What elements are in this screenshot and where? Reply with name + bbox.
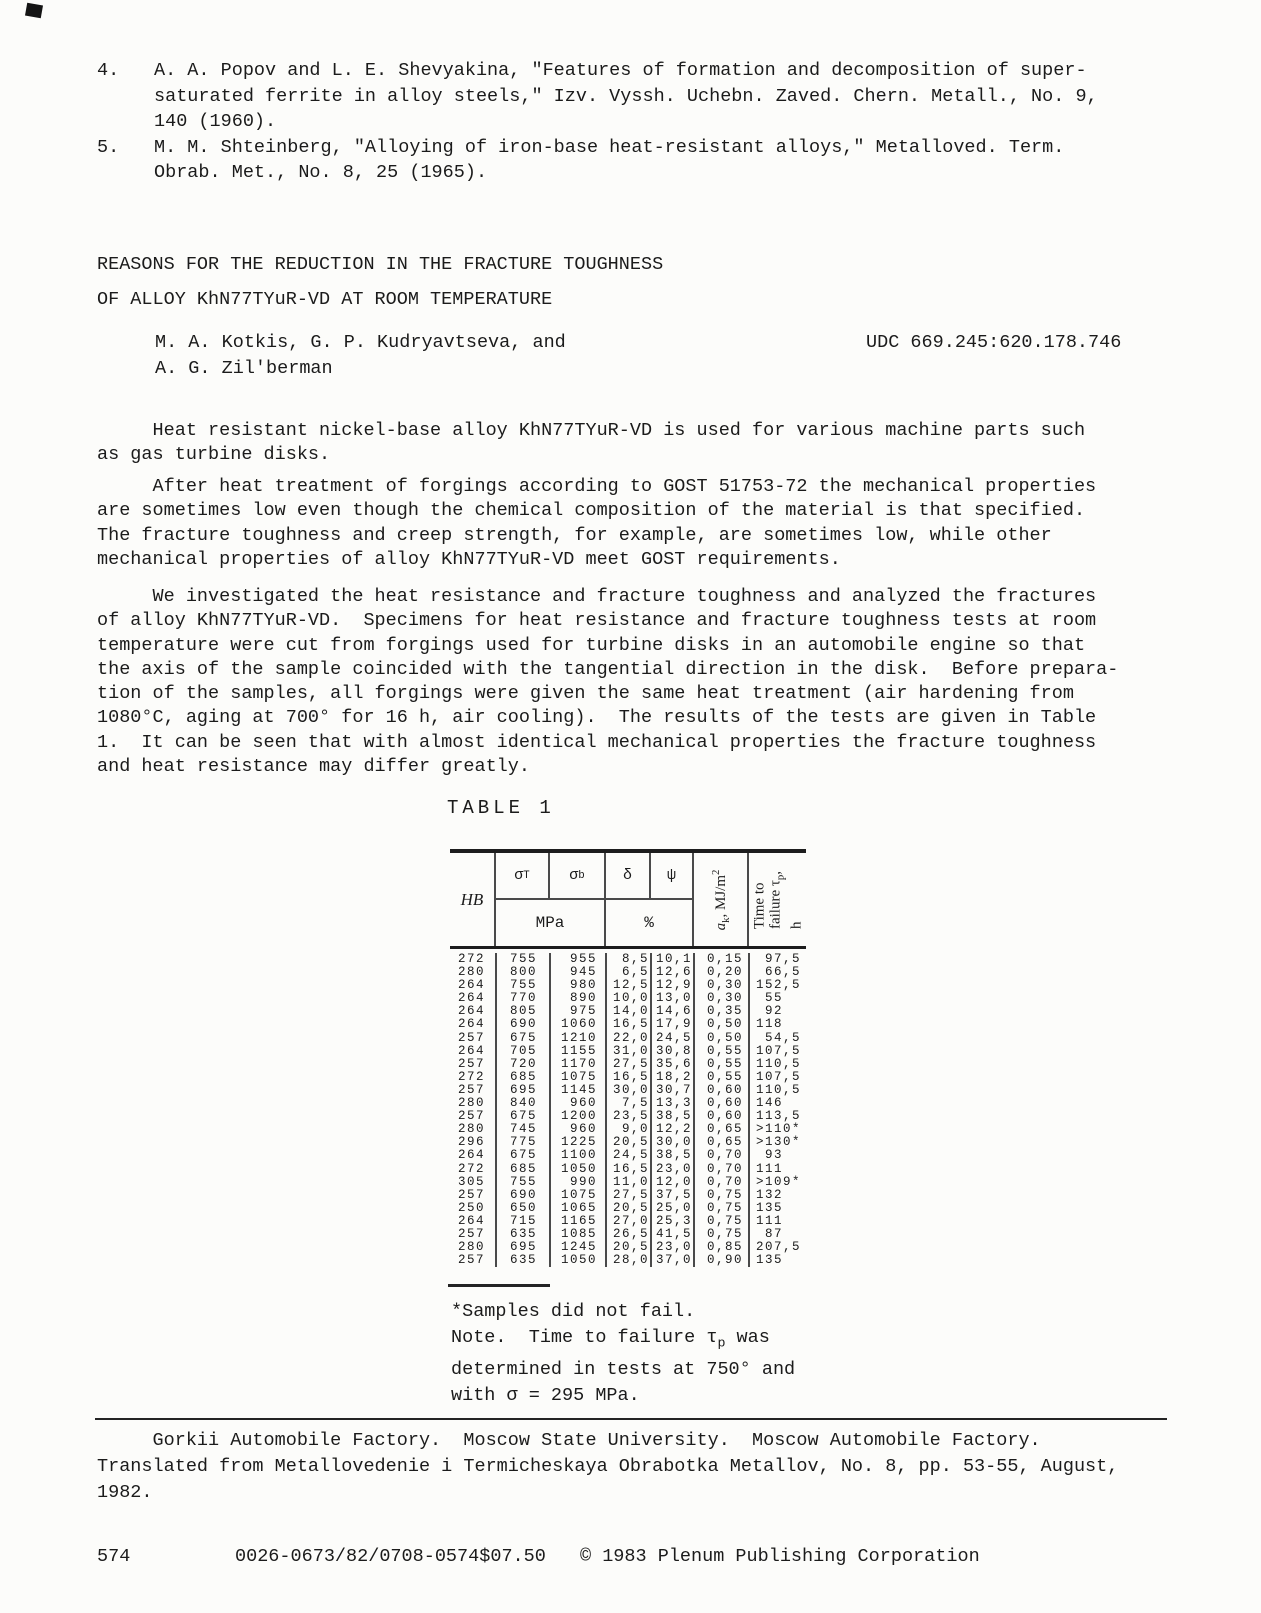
table-cell: 257 <box>458 1253 486 1268</box>
table-cell: 280 <box>458 1096 486 1111</box>
table-cell: 0,70 <box>694 1163 749 1176</box>
table-cell: 23,0 <box>651 1241 694 1254</box>
table-cell: 107,5 <box>749 1045 806 1058</box>
table-cell: 695 <box>496 1241 550 1254</box>
table-cell: 257 <box>458 1109 486 1124</box>
table-cell: 10,1 <box>651 953 694 966</box>
table-cell: 1100 <box>550 1149 606 1162</box>
footnote-line: *Samples did not fail. <box>451 1301 696 1322</box>
column-header-sigma-t: σ T <box>496 853 550 898</box>
table-cell: 27,5 <box>606 1189 651 1202</box>
reference-number: 5. <box>97 136 120 158</box>
table-cell: 38,5 <box>651 1149 694 1162</box>
column-header-psi: ψ <box>666 867 676 884</box>
table-cell: 945 <box>550 966 606 979</box>
table-row <box>450 1215 806 1228</box>
table-cell: 107,5 <box>749 1071 806 1084</box>
text-line: 1982. <box>97 1482 153 1503</box>
table-cell: 770 <box>496 992 550 1005</box>
column-header-hb: HB <box>450 853 496 946</box>
table-cell: 20,5 <box>606 1136 651 1149</box>
table-cell: 745 <box>496 1123 550 1136</box>
table-row <box>450 1149 806 1162</box>
table-cell: 257 <box>458 1226 486 1241</box>
table-cell: 690 <box>496 1018 550 1031</box>
reference-item-4 <box>97 58 1172 135</box>
table-cell: >130* <box>749 1136 806 1149</box>
table-cell: 0,75 <box>694 1215 749 1228</box>
text-line: and heat resistance may differ greatly. <box>97 756 530 778</box>
table-cell: 1065 <box>550 1202 606 1215</box>
table-cell: 675 <box>496 1149 550 1162</box>
paragraph-3 <box>97 585 1177 779</box>
text-line: A. G. Zil'berman <box>155 357 333 379</box>
table-cell: 980 <box>550 979 606 992</box>
text-line: saturated ferrite in alloy steels," Izv. Vyssh. Uchebn. Zaved. Chern. Metall., No. 9, <box>154 85 1098 107</box>
table-cell: 635 <box>496 1228 550 1241</box>
table-cell: 37,0 <box>651 1254 694 1267</box>
table-cell: 30,0 <box>606 1084 651 1097</box>
table-row <box>450 1071 806 1084</box>
table-cell: 675 <box>496 1032 550 1045</box>
table-cell: 135 <box>749 1254 806 1267</box>
paragraph-1 <box>97 419 1177 468</box>
table-cell: 18,2 <box>651 1071 694 1084</box>
text-line: A. A. Popov and L. E. Shevyakina, "Features of formation and decomposition of super- <box>154 60 1087 81</box>
table-cell: 12,2 <box>651 1123 694 1136</box>
table-cell: 0,50 <box>694 1032 749 1045</box>
table-cell: 955 <box>550 953 606 966</box>
table-cell: 840 <box>496 1097 550 1110</box>
table-cell: 720 <box>496 1058 550 1071</box>
table-cell: 755 <box>496 953 550 966</box>
table-cell: 0,90 <box>694 1254 749 1267</box>
footnote-line: with σ = 295 MPa. <box>451 1384 640 1406</box>
text-line: Obrab. Met., No. 8, 25 (1965). <box>154 162 488 183</box>
text-line: Heat resistant nickel-base alloy KhN77TYuR-VD is used for various machine parts such <box>97 420 1086 441</box>
table-cell: 890 <box>550 992 606 1005</box>
table-cell: 12,0 <box>651 1176 694 1189</box>
copyright-notice: © 1983 Plenum Publishing Corporation <box>580 1546 980 1567</box>
table-cell: 1200 <box>550 1110 606 1123</box>
text-line: REASONS FOR THE REDUCTION IN THE FRACTURE TOUGHNESS <box>97 254 664 275</box>
table-cell: 20,5 <box>606 1202 651 1215</box>
table-cell: 1145 <box>550 1084 606 1097</box>
table-cell: 111 <box>749 1163 806 1176</box>
table-cell: 30,8 <box>651 1045 694 1058</box>
text-line: as gas turbine disks. <box>97 444 331 466</box>
table-cell: 264 <box>458 1017 486 1032</box>
table-cell: 264 <box>458 1148 486 1163</box>
affiliation-rule <box>95 1418 1167 1420</box>
table-cell: 97,5 <box>749 953 806 966</box>
text-line: Translated from Metallovedenie i Termicheskaya Obrabotka Metallov, No. 8, pp. 53-55, August, <box>97 1456 1119 1477</box>
table-cell: 35,6 <box>651 1058 694 1071</box>
table-cell: 0,70 <box>694 1176 749 1189</box>
table-cell: 1085 <box>550 1228 606 1241</box>
table-cell: 26,5 <box>606 1228 651 1241</box>
table-cell: 257 <box>458 1030 486 1045</box>
text-line: mechanical properties of alloy KhN77TYuR-VD meet GOST requirements. <box>97 548 841 570</box>
table-cell: 87 <box>749 1228 806 1241</box>
column-header-time-to-failure: Time to failure $\tau_p$, h <box>751 870 804 929</box>
table-cell: 280 <box>458 965 486 980</box>
table-cell: 695 <box>496 1084 550 1097</box>
table-cell: 264 <box>458 1213 486 1228</box>
table-cell: 755 <box>496 979 550 992</box>
table-cell: 14,0 <box>606 1005 651 1018</box>
table-row <box>450 1032 806 1045</box>
table-cell: 111 <box>749 1215 806 1228</box>
page-number: 574 <box>97 1546 131 1567</box>
table-cell: 1225 <box>550 1136 606 1149</box>
table-cell: 257 <box>458 1056 486 1071</box>
table-cell: 264 <box>458 991 486 1006</box>
table-cell: 12,9 <box>651 979 694 992</box>
table-cell: >109* <box>749 1176 806 1189</box>
table-cell: 690 <box>496 1189 550 1202</box>
table-cell: 152,5 <box>749 979 806 992</box>
text-line: The fracture toughness and creep strength, for example, are sometimes low, while other <box>97 524 1052 546</box>
table-cell: 0,65 <box>694 1136 749 1149</box>
table-cell: 1245 <box>550 1241 606 1254</box>
table-row <box>450 1176 806 1189</box>
column-header-impact-toughness: $a_k$, $MJ/m^2$ <box>694 853 749 946</box>
article-title <box>97 247 663 317</box>
table-cell: 1210 <box>550 1032 606 1045</box>
table-cell: 16,5 <box>606 1163 651 1176</box>
table-cell: 10,0 <box>606 992 651 1005</box>
table-cell: 1170 <box>550 1058 606 1071</box>
table-cell: 0,75 <box>694 1189 749 1202</box>
affiliation-note <box>97 1428 1177 1506</box>
table-row <box>450 1045 806 1058</box>
table-cell: 0,65 <box>694 1123 749 1136</box>
scan-artifact <box>25 3 43 19</box>
table-cell: 0,85 <box>694 1241 749 1254</box>
reference-text <box>154 58 1098 135</box>
table-cell: 23,0 <box>651 1163 694 1176</box>
table-cell: 280 <box>458 1122 486 1137</box>
table-cell: 11,0 <box>606 1176 651 1189</box>
table-cell: 66,5 <box>749 966 806 979</box>
table-cell: 22,0 <box>606 1032 651 1045</box>
author-names <box>155 330 566 381</box>
table-row <box>450 1254 806 1267</box>
table-row <box>450 1058 806 1071</box>
table-cell: 24,5 <box>651 1032 694 1045</box>
text-line: 1. It can be seen that with almost identical mechanical properties the fracture toughness <box>97 731 1097 753</box>
table-cell: 705 <box>496 1045 550 1058</box>
reference-text <box>154 135 1064 186</box>
text-line: temperature were cut from forgings used for turbine disks in an automobile engine so that <box>97 634 1086 656</box>
table-row <box>450 1189 806 1202</box>
table-cell: 110,5 <box>749 1084 806 1097</box>
table-cell: 23,5 <box>606 1110 651 1123</box>
table-cell: 146 <box>749 1097 806 1110</box>
table-cell: 685 <box>496 1163 550 1176</box>
table-cell: 1075 <box>550 1071 606 1084</box>
footnote-line: determined in tests at 750° and <box>451 1358 796 1380</box>
table-cell: 264 <box>458 978 486 993</box>
table-cell: 16,5 <box>606 1018 651 1031</box>
table-body <box>450 953 806 1267</box>
table-cell: 272 <box>458 1069 486 1084</box>
column-header-sigma-b: σ b <box>569 867 585 884</box>
table-cell: 7,5 <box>606 1097 651 1110</box>
footnote-line: Note. Time to failure $\tau_p$ was <box>451 1327 770 1351</box>
table-row <box>450 1202 806 1215</box>
table-cell: 296 <box>458 1135 486 1150</box>
table-footnote <box>451 1299 795 1409</box>
table-cell: 0,55 <box>694 1071 749 1084</box>
data-table <box>450 849 806 1267</box>
table-header <box>450 849 806 949</box>
table-cell: 24,5 <box>606 1149 651 1162</box>
table-cell: 55 <box>749 992 806 1005</box>
text-line: M. M. Shteinberg, "Alloying of iron-base heat-resistant alloys," Metalloved. Term. <box>154 136 1065 158</box>
table-cell: 8,5 <box>606 953 651 966</box>
table-cell: 0,55 <box>694 1058 749 1071</box>
table-cell: 14,6 <box>651 1005 694 1018</box>
table-cell: 110,5 <box>749 1058 806 1071</box>
table-cell: 257 <box>458 1187 486 1202</box>
table-cell: 1165 <box>550 1215 606 1228</box>
table-cell: 0,70 <box>694 1149 749 1162</box>
text-line: M. A. Kotkis, G. P. Kudryavtseva, and <box>155 332 566 353</box>
table-cell: 960 <box>550 1097 606 1110</box>
table-cell: 250 <box>458 1200 486 1215</box>
table-cell: 755 <box>496 1176 550 1189</box>
table-cell: 800 <box>496 966 550 979</box>
table-cell: 9,0 <box>606 1123 651 1136</box>
table-cell: 0,60 <box>694 1110 749 1123</box>
table-cell: 0,35 <box>694 1005 749 1018</box>
text-line: 140 (1960). <box>154 111 277 132</box>
table-cell: 280 <box>458 1240 486 1255</box>
table-cell: 31,0 <box>606 1045 651 1058</box>
table-cell: 0,30 <box>694 992 749 1005</box>
table-cell: 0,20 <box>694 966 749 979</box>
table-cell: 16,5 <box>606 1071 651 1084</box>
text-line: After heat treatment of forgings according to GOST 51753-72 the mechanical properties <box>97 476 1097 497</box>
table-cell: 715 <box>496 1215 550 1228</box>
text-line: of alloy KhN77TYuR-VD. Specimens for heat resistance and fracture toughness tests at room <box>97 610 1097 632</box>
table-cell: 13,3 <box>651 1097 694 1110</box>
table-cell: 1075 <box>550 1189 606 1202</box>
table-cell: 975 <box>550 1005 606 1018</box>
table-cell: 135 <box>749 1202 806 1215</box>
paragraph-2 <box>97 475 1177 572</box>
unit-label-percent: % <box>644 914 654 932</box>
table-cell: 257 <box>458 1082 486 1097</box>
text-line: the axis of the sample coincided with the tangential direction in the disk. Before prepara- <box>97 658 1119 680</box>
text-line: Gorkii Automobile Factory. Moscow State University. Moscow Automobile Factory. <box>97 1430 1041 1451</box>
table-cell: 0,75 <box>694 1228 749 1241</box>
table-cell: 118 <box>749 1018 806 1031</box>
table-cell: 0,75 <box>694 1202 749 1215</box>
table-cell: 93 <box>749 1149 806 1162</box>
table-cell: >110* <box>749 1123 806 1136</box>
table-cell: 990 <box>550 1176 606 1189</box>
column-header-delta: δ <box>606 853 651 898</box>
reference-item-5 <box>97 135 1172 186</box>
table-cell: 132 <box>749 1189 806 1202</box>
table-cell: 25,3 <box>651 1215 694 1228</box>
table-cell: 685 <box>496 1071 550 1084</box>
table-cell: 264 <box>458 1043 486 1058</box>
table-cell: 27,0 <box>606 1215 651 1228</box>
table-cell: 27,5 <box>606 1058 651 1071</box>
table-cell: 0,60 <box>694 1084 749 1097</box>
table-cell: 37,5 <box>651 1189 694 1202</box>
table-cell: 113,5 <box>749 1110 806 1123</box>
table-cell: 0,50 <box>694 1018 749 1031</box>
table-cell: 635 <box>496 1254 550 1267</box>
table-cell: 28,0 <box>606 1254 651 1267</box>
column-group-mpa <box>496 853 606 946</box>
table-cell: 13,0 <box>651 992 694 1005</box>
table-cell: 17,9 <box>651 1018 694 1031</box>
table-cell: 1155 <box>550 1045 606 1058</box>
table-row <box>450 1018 806 1031</box>
table-cell: 960 <box>550 1123 606 1136</box>
text-line: 1080°C, aging at 700° for 16 h, air cooling). The results of the tests are given in Table <box>97 707 1097 729</box>
text-line: OF ALLOY KhN77TYuR-VD AT ROOM TEMPERATURE <box>97 289 553 310</box>
table-cell: 54,5 <box>749 1032 806 1045</box>
table-cell: 6,5 <box>606 966 651 979</box>
table-cell: 0,60 <box>694 1097 749 1110</box>
table-cell: 30,0 <box>651 1136 694 1149</box>
table-cell: 0,30 <box>694 979 749 992</box>
table-cell: 305 <box>458 1174 486 1189</box>
table-cell: 25,0 <box>651 1202 694 1215</box>
table-cell: 38,5 <box>651 1110 694 1123</box>
column-group-percent <box>606 853 694 946</box>
reference-list <box>97 58 1172 186</box>
footnote-rule <box>448 1284 550 1287</box>
udc-number: UDC 669.245:620.178.746 <box>866 332 1122 353</box>
table-cell: 650 <box>496 1202 550 1215</box>
table-cell: 1060 <box>550 1018 606 1031</box>
table-cell: 41,5 <box>651 1228 694 1241</box>
table-cell: 1050 <box>550 1163 606 1176</box>
table-cell: 207,5 <box>749 1241 806 1254</box>
table-cell: 264 <box>458 1004 486 1019</box>
table-cell: 30,7 <box>651 1084 694 1097</box>
reference-number: 4. <box>97 60 120 81</box>
table-caption: TABLE 1 <box>447 797 555 819</box>
text-line: We investigated the heat resistance and fracture toughness and analyzed the fractures <box>97 586 1097 607</box>
issn-code: 0026-0673/82/0708-0574$07.50 <box>235 1546 546 1567</box>
unit-label-mpa: MPa <box>535 914 565 932</box>
table-row <box>450 1163 806 1176</box>
table-cell: 675 <box>496 1110 550 1123</box>
table-cell: 0,15 <box>694 953 749 966</box>
table-cell: 1050 <box>550 1254 606 1267</box>
table-cell: 805 <box>496 1005 550 1018</box>
table-cell: 12,5 <box>606 979 651 992</box>
table-cell: 0,55 <box>694 1045 749 1058</box>
text-line: are sometimes low even though the chemical composition of the material is that specified. <box>97 500 1086 522</box>
table-cell: 272 <box>458 1161 486 1176</box>
table-cell: 92 <box>749 1005 806 1018</box>
table-cell: 12,6 <box>651 966 694 979</box>
table-cell: 20,5 <box>606 1241 651 1254</box>
text-line: tion of the samples, all forgings were given the same heat treatment (air hardening from <box>97 683 1074 705</box>
table-cell: 775 <box>496 1136 550 1149</box>
table-cell: 272 <box>458 952 486 966</box>
